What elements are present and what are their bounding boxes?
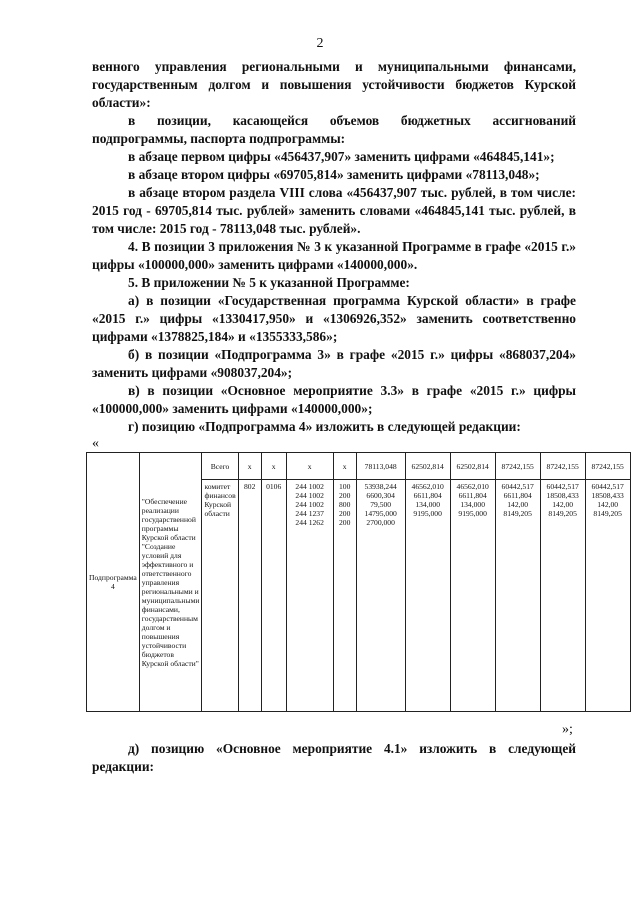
table-cell: Всего bbox=[202, 453, 238, 480]
table-cell: 0106 bbox=[261, 480, 286, 712]
paragraph: 4. В позиции 3 приложения № 3 к указанной Программе в графе «2015 г.» цифры «100000,000» заменить цифрами «140000,000». bbox=[92, 239, 576, 272]
quote-close: »; bbox=[562, 722, 573, 737]
paragraph: б) в позиции «Подпрограмма 3» в графе «2015 г.» цифры «868037,204» заменить цифрами «908037,204»; bbox=[92, 347, 576, 380]
table-cell: 60442,517 18508,433 142,00 8149,205 bbox=[540, 480, 585, 712]
table-cell: x bbox=[333, 453, 356, 480]
table-cell: x bbox=[286, 453, 333, 480]
table-cell: x bbox=[261, 453, 286, 480]
paragraph: в абзаце втором раздела VIII слова «456437,907 тыс. рублей, в том числе: 2015 год - 69705,814 тыс. рублей» заменить словами «464845,141 тыс. рублей, в том числе: 2015 год - 78113,048 тыс. рублей». bbox=[92, 185, 576, 236]
paragraph: 5. В приложении № 5 к указанной Программе: bbox=[128, 275, 410, 290]
table-cell: 78113,048 bbox=[356, 453, 405, 480]
body-text bbox=[92, 58, 576, 436]
table-cell: 62502,814 bbox=[405, 453, 450, 480]
paragraph: венного управления региональными и муниципальными финансами, государственным долгом и повышения устойчивости бюджетов Курской области»: bbox=[92, 59, 576, 110]
executor-cell: комитет финансов Курской области bbox=[202, 480, 238, 712]
description-cell: "Обеспечение реализации государственной программы Курской области "Создание условий для эффективного и ответственного управления региональными и муниципальными финансами, государственным долгом и повышения устойчивости бюджетов Курской области" bbox=[139, 453, 202, 712]
page-number: 2 bbox=[316, 36, 324, 51]
paragraph: г) позицию «Подпрограмма 4» изложить в следующей редакции: bbox=[128, 419, 521, 434]
table-cell: 87242,155 bbox=[495, 453, 540, 480]
program-table bbox=[86, 452, 631, 712]
table-cell: 802 bbox=[238, 480, 261, 712]
paragraph: в) в позиции «Основное мероприятие 3.3» в графе «2015 г.» цифры «100000,000» заменить цифрами «140000,000»; bbox=[92, 383, 576, 416]
table-cell: 53938,244 6600,304 79,500 14795,000 2700,000 bbox=[356, 480, 405, 712]
table-cell: 46562,010 6611,804 134,000 9195,000 bbox=[405, 480, 450, 712]
table-cell: 62502,814 bbox=[450, 453, 495, 480]
quote-open: « bbox=[92, 436, 99, 451]
closing-text bbox=[92, 740, 576, 776]
paragraph: в позиции, касающейся объемов бюджетных ассигнований подпрограммы, паспорта подпрограммы: bbox=[92, 113, 576, 146]
table-cell: 60442,517 18508,433 142,00 8149,205 bbox=[585, 480, 630, 712]
table-cell: 244 1002 244 1002 244 1002 244 1237 244 1262 bbox=[286, 480, 333, 712]
table-cell: 87242,155 bbox=[585, 453, 630, 480]
table-cell: 46562,010 6611,804 134,000 9195,000 bbox=[450, 480, 495, 712]
table-cell: 60442,517 6611,804 142,00 8149,205 bbox=[495, 480, 540, 712]
table-header-row bbox=[87, 453, 631, 480]
paragraph: а) в позиции «Государственная программа Курской области» в графе «2015 г.» цифры «1330417,950» и «1306926,352» заменить соответственно цифрами «1378825,184» и «1355333,586»; bbox=[92, 293, 576, 344]
row-label-cell: Подпрограмма 4 bbox=[87, 453, 140, 712]
table-cell: x bbox=[238, 453, 261, 480]
paragraph: в абзаце втором цифры «69705,814» заменить цифрами «78113,048»; bbox=[128, 167, 540, 182]
table-cell: 100 200 800 200 200 bbox=[333, 480, 356, 712]
paragraph: в абзаце первом цифры «456437,907» заменить цифрами «464845,141»; bbox=[128, 149, 555, 164]
paragraph: д) позицию «Основное мероприятие 4.1» изложить в следующей редакции: bbox=[92, 741, 576, 774]
table-cell: 87242,155 bbox=[540, 453, 585, 480]
